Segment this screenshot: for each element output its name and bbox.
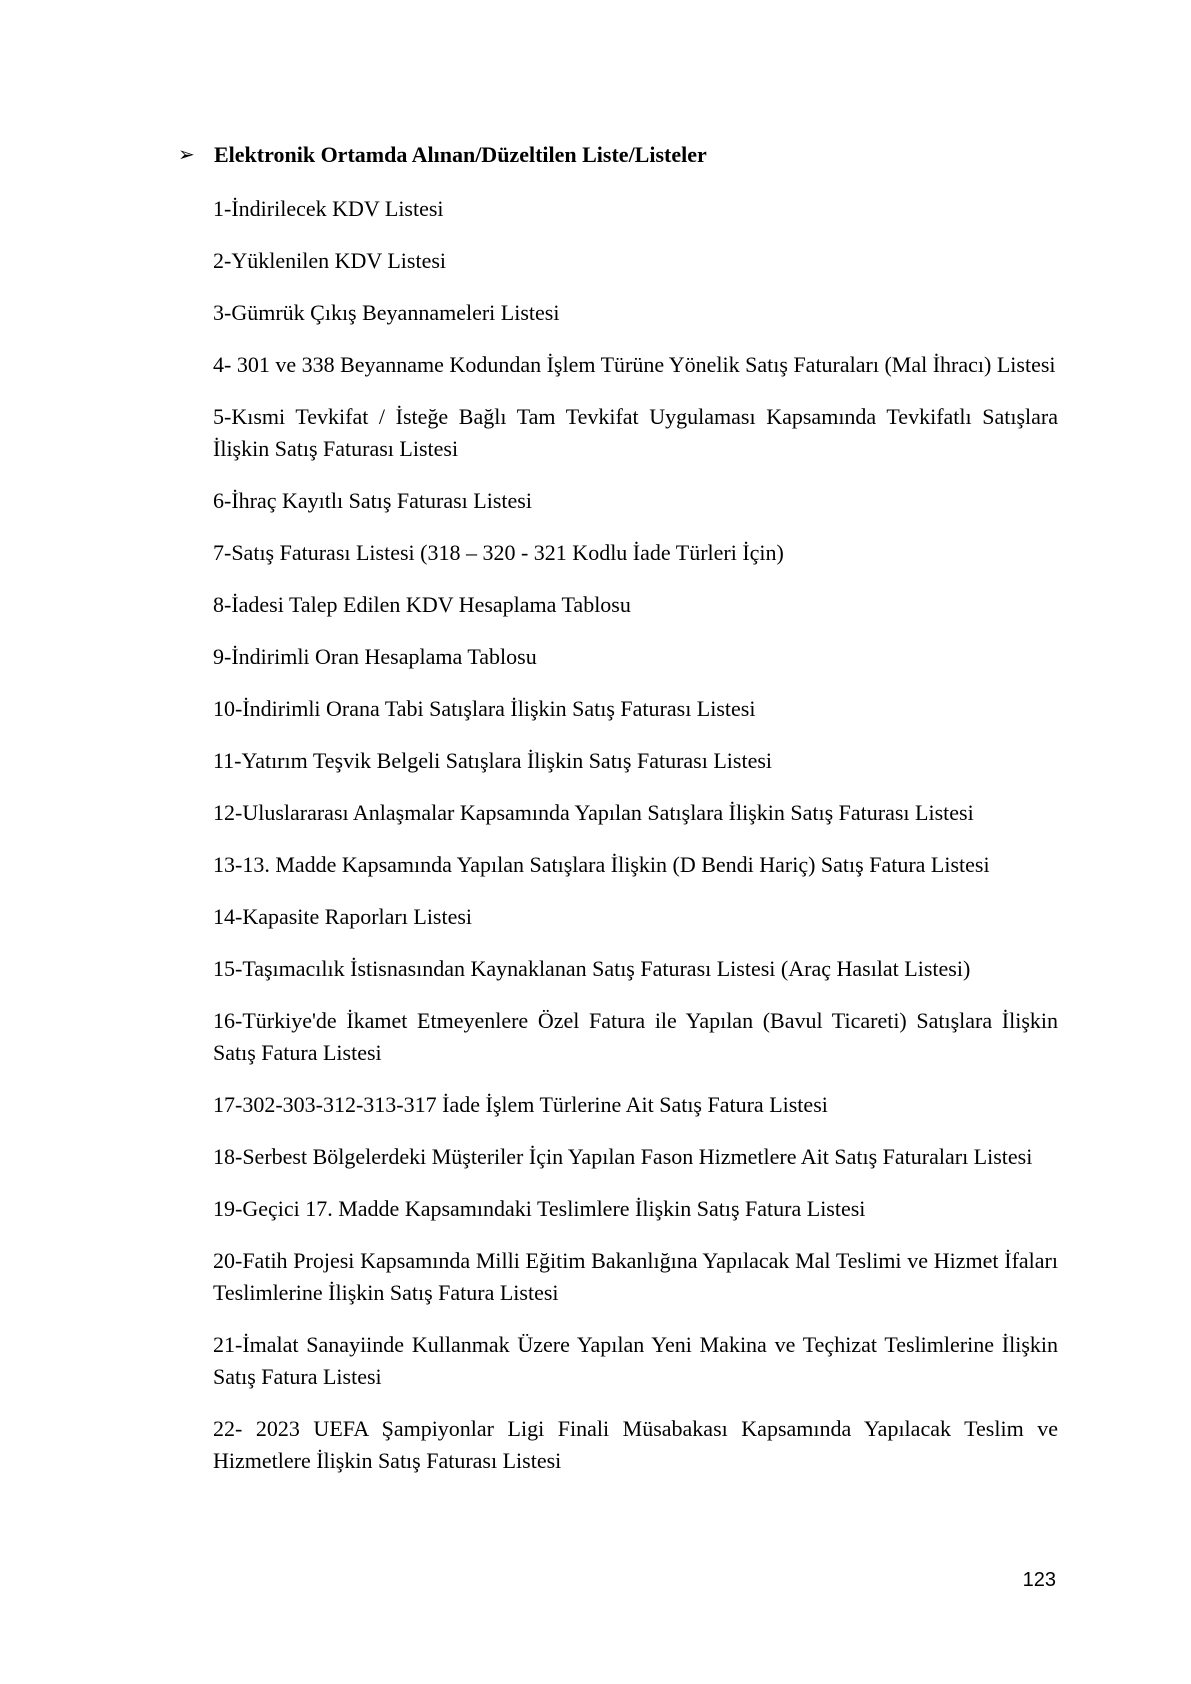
list-item: 6-İhraç Kayıtlı Satış Faturası Listesi <box>213 488 532 513</box>
list-item: 15-Taşımacılık İstisnasından Kaynaklanan Satış Faturası Listesi (Araç Hasılat Listesi) <box>213 956 971 981</box>
list-item: 3-Gümrük Çıkış Beyannameleri Listesi <box>213 300 560 325</box>
list-item: 11-Yatırım Teşvik Belgeli Satışlara İlişkin Satış Faturası Listesi <box>213 748 773 773</box>
list-item: 21-İmalat Sanayiinde Kullanmak Üzere Yapılan Yeni Makina ve Teçhizat Teslimlerine İlişkin Satış Fatura Listesi <box>213 1332 1058 1389</box>
list-item: 5-Kısmi Tevkifat / İsteğe Bağlı Tam Tevkifat Uygulaması Kapsamında Tevkifatlı Satışlara İlişkin Satış Faturası Listesi <box>213 404 1058 461</box>
list-item: 8-İadesi Talep Edilen KDV Hesaplama Tablosu <box>213 592 631 617</box>
list-item: 20-Fatih Projesi Kapsamında Milli Eğitim Bakanlığına Yapılacak Mal Teslimi ve Hizmet İfaları Teslimlerine İlişkin Satış Fatura Listesi <box>213 1248 1058 1305</box>
list-item: 7-Satış Faturası Listesi (318 – 320 - 321 Kodlu İade Türleri İçin) <box>213 540 784 565</box>
list-item: 9-İndirimli Oran Hesaplama Tablosu <box>213 644 537 669</box>
list-item: 13-13. Madde Kapsamında Yapılan Satışlara İlişkin (D Bendi Hariç) Satış Fatura Listesi <box>213 852 990 877</box>
list-item: 12-Uluslararası Anlaşmalar Kapsamında Yapılan Satışlara İlişkin Satış Faturası Listesi <box>213 800 974 825</box>
list-item: 22- 2023 UEFA Şampiyonlar Ligi Finali Müsabakası Kapsamında Yapılacak Teslim ve Hizmetlere İlişkin Satış Faturası Listesi <box>213 1416 1058 1473</box>
page-number: 123 <box>1022 1569 1056 1591</box>
list-item: 16-Türkiye'de İkamet Etmeyenlere Özel Fatura ile Yapılan (Bavul Ticareti) Satışlara İlişkin Satış Fatura Listesi <box>213 1008 1058 1065</box>
list-item: 1-İndirilecek KDV Listesi <box>213 196 444 221</box>
arrow-bullet-icon: ➢ <box>178 144 195 166</box>
section-title: Elektronik Ortamda Alınan/Düzeltilen Liste/Listeler <box>214 142 707 167</box>
list-item: 4- 301 ve 338 Beyanname Kodundan İşlem Türüne Yönelik Satış Faturaları (Mal İhracı) Listesi <box>213 352 1056 377</box>
list-item: 18-Serbest Bölgelerdeki Müşteriler İçin Yapılan Fason Hizmetlere Ait Satış Faturaları Listesi <box>213 1144 1033 1169</box>
list-item: 14-Kapasite Raporları Listesi <box>213 904 473 929</box>
list-of-lists <box>213 193 1058 1497</box>
list-item: 17-302-303-312-313-317 İade İşlem Türlerine Ait Satış Fatura Listesi <box>213 1092 828 1117</box>
list-item: 2-Yüklenilen KDV Listesi <box>213 248 447 273</box>
section-heading <box>178 141 1058 169</box>
list-item: 10-İndirimli Orana Tabi Satışlara İlişkin Satış Faturası Listesi <box>213 696 756 721</box>
list-item: 19-Geçici 17. Madde Kapsamındaki Teslimlere İlişkin Satış Fatura Listesi <box>213 1196 866 1221</box>
